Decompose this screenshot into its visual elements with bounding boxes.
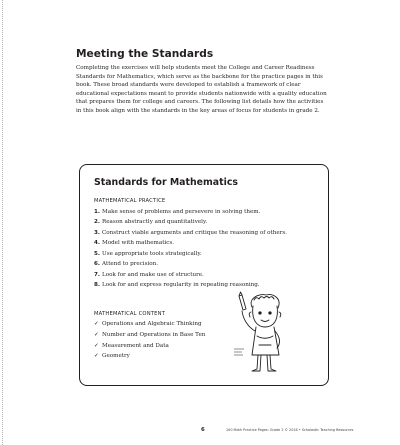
list-item [94, 272, 319, 280]
item-text: Construct viable arguments and critique the reasoning of others. [102, 229, 287, 236]
item-text: Model with mathematics. [102, 240, 175, 247]
item-text: Look for and express regularity in repeating reasoning. [102, 282, 260, 289]
list-item [94, 240, 319, 248]
item-text: Operations and Algebraic Thinking [102, 321, 202, 327]
student-with-pencil-icon [228, 291, 298, 377]
item-text: Use appropriate tools strategically. [102, 250, 202, 257]
list-item [94, 209, 319, 217]
page-title: Meeting the Standards [76, 48, 214, 60]
list-item [94, 282, 319, 290]
item-number: 3. [94, 229, 101, 236]
list-item [94, 321, 244, 329]
list-item [94, 343, 244, 351]
item-number: 5. [94, 250, 101, 257]
item-text: Geometry [102, 353, 130, 360]
list-item [94, 332, 244, 340]
check-icon: ✓ [94, 342, 99, 349]
item-number: 6. [94, 261, 101, 268]
list-item [94, 353, 244, 361]
list-item [94, 251, 319, 259]
list-item [94, 230, 319, 238]
item-number: 1. [94, 209, 101, 215]
check-icon: ✓ [94, 353, 99, 360]
standards-box [79, 164, 329, 386]
item-number: 7. [94, 271, 101, 278]
item-number: 4. [94, 240, 101, 247]
check-icon: ✓ [94, 321, 99, 327]
intro-paragraph: Completing the exercises will help students meet the College and Career Readiness Standards for Mathematics, which serve as the backbone for the practice pages in this book. These broad standards were developed to establish a framework of clear educational expectations meant to provide students nationwide with a quality education that prepares them for college and careers. The following list details how the activities in this book align with the standards in the key areas of focus for students in grade 2. [76, 65, 327, 114]
item-text: Measurement and Data [102, 342, 169, 349]
content-list [94, 321, 244, 364]
page-number: 6 [201, 427, 205, 433]
item-text: Look for and make use of structure. [102, 271, 204, 278]
item-text: Number and Operations in Base Ten [102, 331, 206, 338]
practice-list [94, 209, 319, 293]
practice-label: MATHEMATICAL PRACTICE [94, 198, 166, 204]
list-item [94, 219, 319, 227]
content-label: MATHEMATICAL CONTENT [94, 311, 166, 317]
box-title: Standards for Mathematics [94, 177, 238, 188]
item-number: 8. [94, 282, 101, 289]
item-text: Reason abstractly and quantitatively. [102, 219, 208, 226]
item-text: Make sense of problems and persevere in solving them. [102, 209, 261, 215]
check-icon: ✓ [94, 331, 99, 338]
footer-credit: 100 Math Practice Pages: Grade 2 © 2016 • Scholastic Teaching Resources [226, 428, 354, 432]
item-number: 2. [94, 219, 101, 226]
binding-edge [2, 0, 3, 445]
item-text: Attend to precision. [102, 261, 158, 268]
list-item [94, 261, 319, 269]
